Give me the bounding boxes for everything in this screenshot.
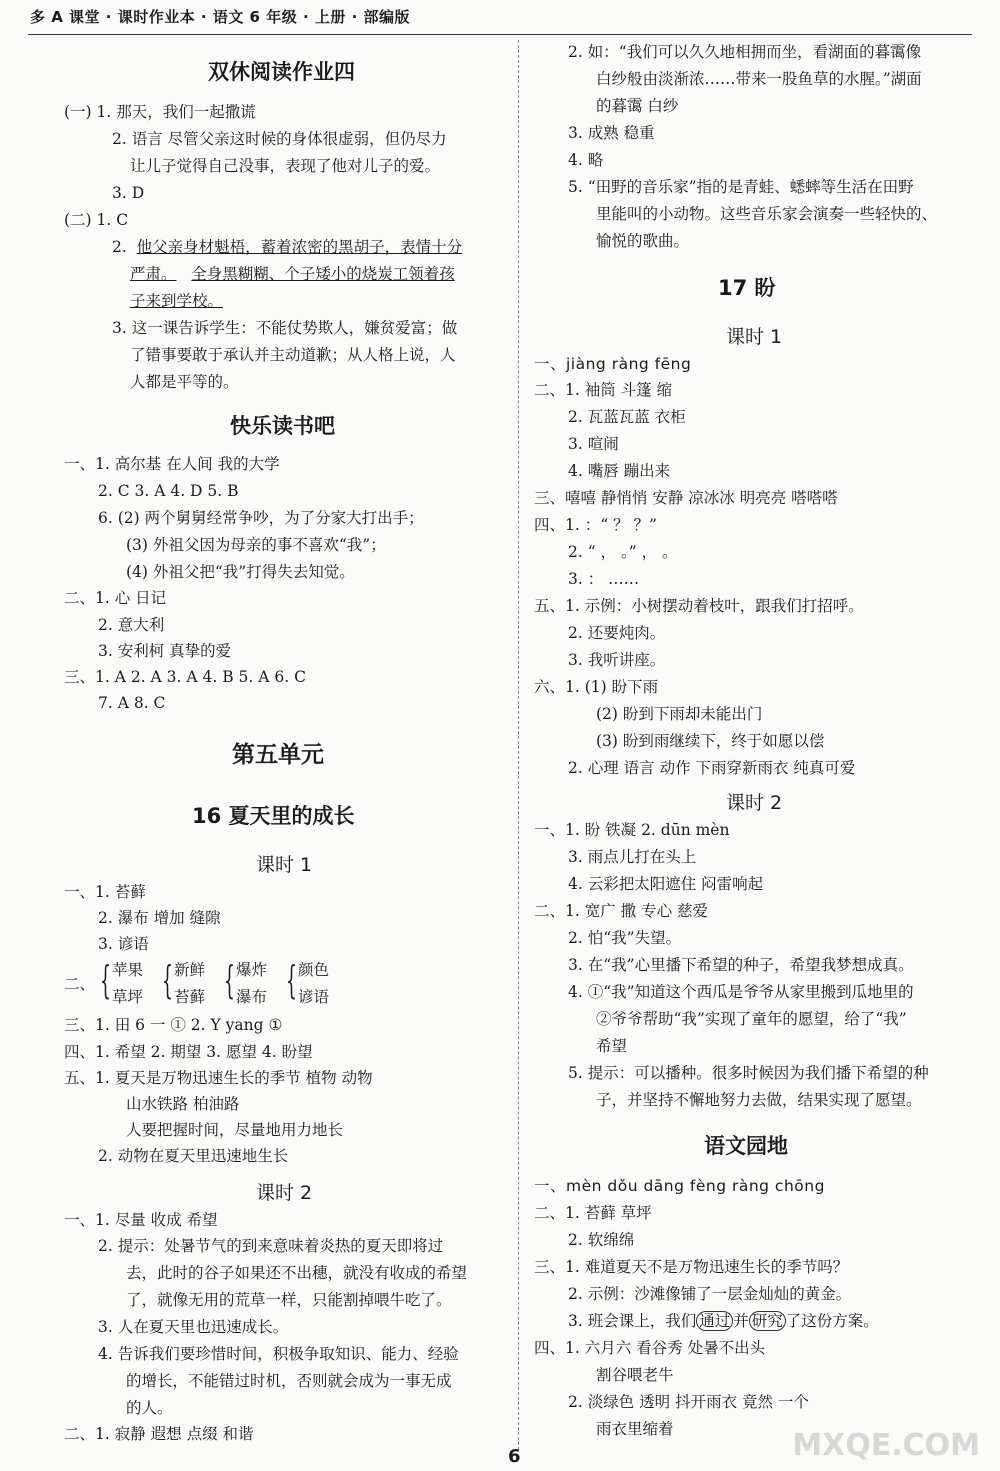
- page-number: 6: [508, 1446, 521, 1467]
- column-divider: [518, 40, 519, 1450]
- answer-line: 2. 瀑布 增加 缝隙: [98, 909, 221, 927]
- answer-line: 子，并坚持不懈地努力去做，结果实现了愿望。: [596, 1091, 922, 1109]
- sentence-part: 了这份方案。: [785, 1312, 879, 1330]
- answer-line: 二、1. 苔藓 草坪: [534, 1204, 652, 1222]
- period-title: 课时 2: [256, 1182, 313, 1204]
- answer-line: 4. 告诉我们要珍惜时间，积极争取知识、能力、经验: [98, 1345, 459, 1363]
- underlined-answer: 全身黑糊糊、个子矮小的烧炭工领着孩: [191, 265, 455, 283]
- page-header: 多 A 课堂 · 课时作业本 · 语文 6 年级 · 上册 · 部编版: [30, 8, 411, 26]
- brace: {: [286, 958, 297, 1002]
- answer-line: (4) 外祖父把“我”打得失去知觉。: [126, 563, 355, 581]
- answer-line: 3. 这一课告诉学生：不能仗势欺人，嫌贫爱富；做: [112, 319, 458, 337]
- answer-line: 三、1. 难道夏天不是万物迅速生长的季节吗？: [534, 1258, 849, 1276]
- answer-line: 2. 示例：沙滩像铺了一层金灿灿的黄金。: [568, 1285, 852, 1303]
- answer-line: 三、1. 田 6 一 ① 2. Y yang ①: [64, 1016, 283, 1034]
- answer-line: 一、mèn dǒu dāng fèng ràng chōng: [534, 1177, 825, 1195]
- header-rule: [28, 34, 972, 35]
- answer-line: 的增长，不能错过时机，否则就会成为一事无成: [126, 1372, 452, 1390]
- answer-line: 2. 瓦蓝瓦蓝 衣柜: [568, 408, 686, 426]
- answer-line: 2. 语言 尽管父亲这时候的身体很虚弱，但仍尽力: [112, 130, 447, 148]
- answer-line: 四、1. 六月六 看谷秀 处暑不出头: [534, 1339, 766, 1357]
- answer-line: 3. 谚语: [98, 935, 149, 953]
- answer-line: 一、jiàng ràng fēng: [534, 355, 692, 373]
- answer-line: 3. 在“我”心里播下希望的种子，希望我梦想成真。: [568, 956, 914, 974]
- answer-line: [130, 262, 455, 286]
- word-pair: 草坪: [112, 988, 144, 1006]
- answer-line: 三、嘻嘻 静悄悄 安静 凉冰冰 明亮亮 嗒嗒嗒: [534, 489, 838, 507]
- answer-line: 的暮霭 白纱: [596, 97, 679, 115]
- answer-line: 5. “田野的音乐家”指的是青蛙、蟋蟀等生活在田野: [568, 178, 914, 196]
- answer-line: 愉悦的歌曲。: [596, 232, 690, 250]
- answer-line: 2. 心理 语言 动作 下雨穿新雨衣 纯真可爱: [568, 759, 856, 777]
- answer-line: 二、: [64, 975, 96, 993]
- answer-line: 2. 还要炖肉。: [568, 624, 666, 642]
- answer-line: 雨衣里缩着: [596, 1420, 674, 1438]
- word-pair: 苔藓: [174, 988, 206, 1006]
- answer-line: 2. C 3. A 4. D 5. B: [98, 482, 239, 500]
- lesson-title: 17 盼: [718, 276, 776, 300]
- watermark: MXQE.COM: [792, 1428, 980, 1463]
- answer-line: (一) 1. 那天，我们一起撒谎: [64, 103, 256, 121]
- answer-line: 3. ： ……: [568, 570, 640, 588]
- answer-line: 二、1. 寂静 遐想 点缀 和谐: [64, 1425, 254, 1443]
- answer-line: 2. 意大利: [98, 616, 165, 634]
- answer-line: 的人。: [126, 1399, 173, 1417]
- answer-line: 五、1. 示例：小树摆动着枝叶，跟我们打招呼。: [534, 597, 864, 615]
- answer-line: 二、1. 袖筒 斗篷 缩: [534, 381, 673, 399]
- answer-line: 了错事要敢于承认并主动道歉；从人格上说，人: [130, 346, 456, 364]
- answer-line: 五、1. 夏天是万物迅速生长的季节 植物 动物: [64, 1069, 373, 1087]
- answer-line: 3. D: [112, 184, 145, 202]
- answer-line: 一、1. 苔藓: [64, 883, 146, 901]
- unit-title: 第五单元: [232, 742, 324, 768]
- word-pair: 颜色: [298, 961, 330, 979]
- answer-line: 去，此时的谷子如果还不出穗，就没有收成的希望: [126, 1264, 468, 1282]
- answer-line: 3. 喧闹: [568, 435, 619, 453]
- answer-line: 4. 云彩把太阳遮住 闷雷响起: [568, 875, 764, 893]
- answer-line: 一、1. 高尔基 在人间 我的大学: [64, 455, 280, 473]
- answer-line: 山水铁路 柏油路: [126, 1095, 240, 1113]
- answer-line: 六、1. (1) 盼下雨: [534, 678, 659, 696]
- answer-line: ②爷爷帮助“我”实现了童年的愿望，给了“我”: [596, 1010, 907, 1028]
- answer-line: 2. 如：“我们可以久久地相拥而坐，看湖面的暮霭像: [568, 43, 922, 61]
- word-pair: 爆炸: [236, 961, 268, 979]
- answer-line: (二) 1. C: [64, 211, 129, 229]
- brace: {: [162, 958, 173, 1002]
- answer-line: 2. 动物在夏天里迅速地生长: [98, 1147, 289, 1165]
- answer-line: (3) 外祖父因为母亲的事不喜欢“我”；: [126, 536, 386, 554]
- answer-line: 3. 我听讲座。: [568, 651, 666, 669]
- answer-line: 4. 嘴唇 蹦出来: [568, 462, 671, 480]
- section-title: 语文园地: [704, 1134, 788, 1158]
- brace: {: [100, 958, 111, 1002]
- answer-line: 让儿子觉得自己没事，表现了他对儿子的爱。: [130, 157, 441, 175]
- answer-line: 一、1. 尽量 收成 希望: [64, 1211, 218, 1229]
- answer-line: 白纱般由淡渐浓……带来一股鱼草的水腥。”湖面: [596, 70, 922, 88]
- answer-line: 2. “ ， 。” ， 。: [568, 543, 678, 561]
- answer-line: 3. 人在夏天里也迅速成长。: [98, 1318, 289, 1336]
- period-title: 课时 2: [726, 792, 783, 814]
- answer-line: 3. 安利柯 真挚的爱: [98, 642, 232, 660]
- answer-line: 7. A 8. C: [98, 694, 166, 712]
- answer-line: 3. 雨点儿打在头上: [568, 848, 697, 866]
- answer-line: 2. 提示：处暑节气的到来意味着炎热的夏天即将过: [98, 1237, 444, 1255]
- answer-line: 人要把握时间，尽量地用力地长: [126, 1121, 344, 1139]
- answer-line: 2. 怕“我”失望。: [568, 929, 682, 947]
- word-pair: 新鲜: [174, 961, 206, 979]
- underlined-answer: 他父亲身材魁梧，蓄着浓密的黑胡子，表情十分: [136, 238, 463, 256]
- answer-line: [568, 1309, 879, 1333]
- answer-line: (3) 盼到雨继续下，终于如愿以偿: [596, 732, 825, 750]
- answer-line: 四、1. ：“ ？ ？”: [534, 516, 657, 534]
- answer-line: 4. 略: [568, 151, 604, 169]
- answer-line: 2. 软绵绵: [568, 1231, 635, 1249]
- brace: {: [224, 958, 235, 1002]
- word-pair: 谚语: [298, 988, 330, 1006]
- section-title: 双休阅读作业四: [208, 60, 355, 84]
- word-pair: 瀑布: [236, 988, 268, 1006]
- answer-line: 了，就像无用的荒草一样，只能割掉喂牛吃了。: [126, 1291, 452, 1309]
- circled-word: 通过: [696, 1311, 733, 1331]
- period-title: 课时 1: [726, 326, 783, 348]
- answer-line: 里能叫的小动物。这些音乐家会演奏一些轻快的、: [596, 205, 938, 223]
- answer-line: (2) 盼到下雨却未能出门: [596, 705, 763, 723]
- answer-line: 一、1. 盼 铁凝 2. dūn mèn: [534, 821, 730, 839]
- circled-word: 研究: [749, 1311, 786, 1331]
- answer-line: 二、1. 宽广 撒 专心 慈爱: [534, 902, 708, 920]
- answer-line: 3. 成熟 稳重: [568, 124, 655, 142]
- period-title: 课时 1: [256, 854, 313, 876]
- answer-line: 5. 提示：可以播种。很多时候因为我们播下希望的种: [568, 1064, 929, 1082]
- answer-line: 4. ①“我”知道这个西瓜是爷爷从家里搬到瓜地里的: [568, 983, 914, 1001]
- answer-line: 三、1. A 2. A 3. A 4. B 5. A 6. C: [64, 668, 306, 686]
- answer-line: 割谷喂老牛: [596, 1366, 674, 1384]
- answer-line: 二、1. 心 日记: [64, 589, 167, 607]
- section-title: 快乐读书吧: [230, 414, 335, 438]
- lesson-title: 16 夏天里的成长: [192, 804, 355, 828]
- answer-line: 希望: [596, 1037, 628, 1055]
- underlined-answer: 严肃。: [130, 265, 177, 283]
- answer-line: 2. 淡绿色 透明 抖开雨衣 竟然 一个: [568, 1393, 809, 1411]
- answer-line: 四、1. 希望 2. 期望 3. 愿望 4. 盼望: [64, 1043, 313, 1061]
- answer-line: 6. (2) 两个舅舅经常争吵，为了分家大打出手；: [98, 509, 424, 527]
- answer-line: 人都是平等的。: [130, 373, 239, 391]
- sentence-part: 3. 班会课上，我们: [568, 1312, 697, 1330]
- word-pair: 苹果: [112, 961, 144, 979]
- answer-line: 2. 他父亲身材魁梧，蓄着浓密的黑胡子，表情十分: [112, 238, 463, 256]
- sentence-part: 并: [733, 1312, 749, 1330]
- underlined-answer: 子来到学校。: [130, 292, 224, 310]
